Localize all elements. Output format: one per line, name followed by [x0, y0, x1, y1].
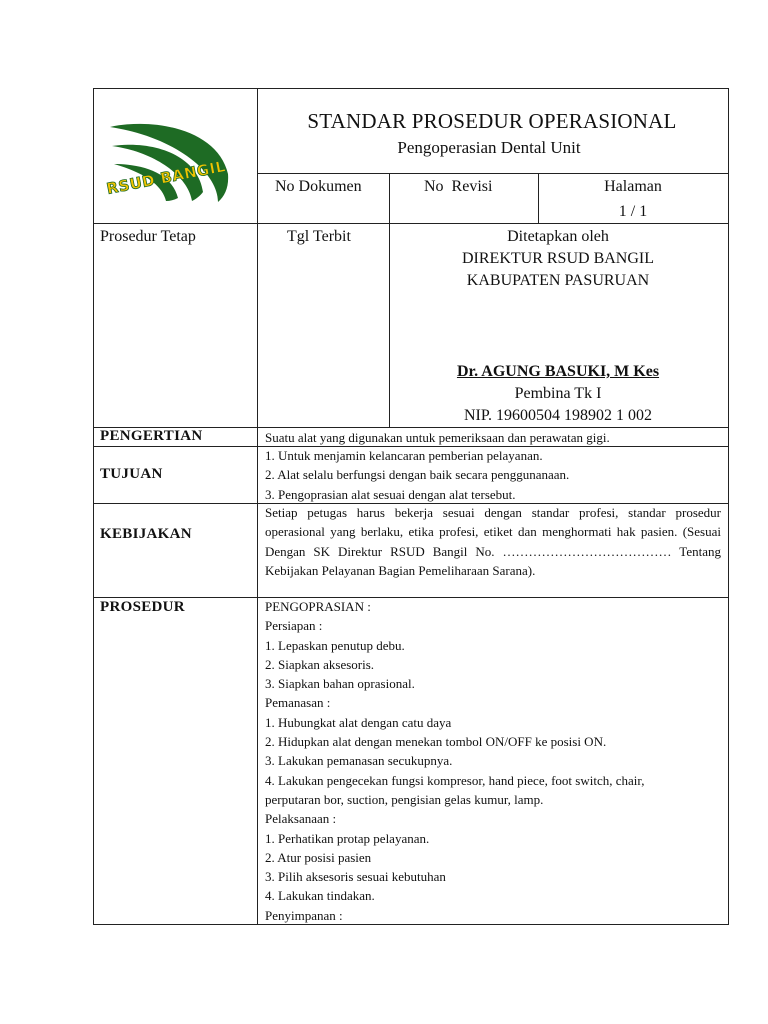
document-subtitle: Pengoperasian Dental Unit: [397, 138, 581, 157]
col-divider-halaman: [538, 173, 539, 223]
list-item: 3. Lakukan pemanasan secukupnya.: [265, 753, 453, 769]
tujuan-label: TUJUAN: [100, 466, 163, 482]
list-item: Penyimpanan :: [265, 907, 343, 923]
prosedur-label: PROSEDUR: [100, 599, 185, 615]
list-item: 4. Lakukan pengecekan fungsi kompresor, hand piece, foot switch, chair,: [265, 772, 645, 788]
director-rank: Pembina Tk I: [514, 385, 602, 402]
tgl-terbit-label: Tgl Terbit: [287, 228, 351, 245]
direktur-title: DIREKTUR RSUD BANGIL: [462, 250, 654, 267]
list-item: PENGOPRASIAN :: [265, 599, 371, 614]
tujuan-list: [265, 446, 569, 504]
kabupaten-title: KABUPATEN PASURUAN: [466, 272, 650, 289]
document-title: STANDAR PROSEDUR OPERASIONAL: [307, 109, 677, 133]
col-divider-main: [257, 88, 258, 925]
logo-text: RSUD BANGIL: [105, 157, 228, 198]
director-nip: NIP. 19600504 198902 1 002: [463, 407, 653, 424]
list-item: 3. Pengoprasian alat sesuai dengan alat tersebut.: [265, 486, 516, 502]
list-item: Pemanasan :: [265, 695, 331, 711]
director-name: Dr. AGUNG BASUKI, M Kes: [456, 363, 660, 380]
row-divider-title: [257, 173, 729, 174]
prosedur-list: [265, 597, 721, 925]
list-item: Persiapan :: [265, 618, 323, 634]
list-item: 2. Atur posisi pasien: [265, 849, 372, 865]
list-item: perputaran bor, suction, pengisian gelas kumur, lamp.: [265, 791, 544, 807]
no-dokumen-label: No Dokumen: [275, 178, 362, 195]
list-item: 1. Hubungkat alat dengan catu daya: [265, 714, 452, 730]
kebijakan-text: Setiap petugas harus bekerja sesuai dengan standar profesi, standar prosedur operasional yang berlaku, etika profesi, etiket dan menghormati hak pasien. (Sesuai Dengan SK Direktur RSUD Bangil No. ………………………………… Tentang Kebijakan Pelayanan Bagian Pemeliharaan Sarana).: [265, 505, 721, 578]
no-revisi-label: No Revisi: [424, 178, 493, 195]
list-item: 3. Siapkan bahan oprasional.: [265, 676, 415, 692]
list-item: Pelaksanaan :: [265, 811, 337, 827]
kebijakan-label: KEBIJAKAN: [100, 526, 192, 542]
list-item: 3. Pilih aksesoris sesuai kebutuhan: [265, 869, 446, 885]
prosedur-tetap-label: Prosedur Tetap: [100, 228, 196, 245]
list-item: 1. Untuk menjamin kelancaran pemberian pelayanan.: [265, 448, 543, 463]
list-item: 2. Alat selalu berfungsi dengan baik secara penggunanaan.: [265, 467, 570, 483]
ditetapkan-oleh: Ditetapkan oleh: [507, 228, 609, 245]
halaman-value: 1 / 1: [618, 203, 648, 220]
rsud-bangil-logo: [100, 112, 235, 222]
list-item: 1. Perhatikan protap pelayanan.: [265, 830, 430, 846]
list-item: 1. Lepaskan penutup debu.: [265, 637, 405, 653]
col-divider-revisi: [389, 173, 390, 427]
pengertian-text: Suatu alat yang digunakan untuk pemeriksaan dan perawatan gigi.: [265, 430, 610, 445]
list-item: 2. Siapkan aksesoris.: [265, 656, 375, 672]
list-item: 4. Lakukan tindakan.: [265, 888, 375, 904]
pengertian-label: PENGERTIAN: [100, 428, 203, 444]
halaman-label: Halaman: [604, 178, 662, 195]
list-item: 2. Hidupkan alat dengan menekan tombol ON/OFF ke posisi ON.: [265, 734, 607, 750]
row-divider-header: [93, 223, 729, 224]
